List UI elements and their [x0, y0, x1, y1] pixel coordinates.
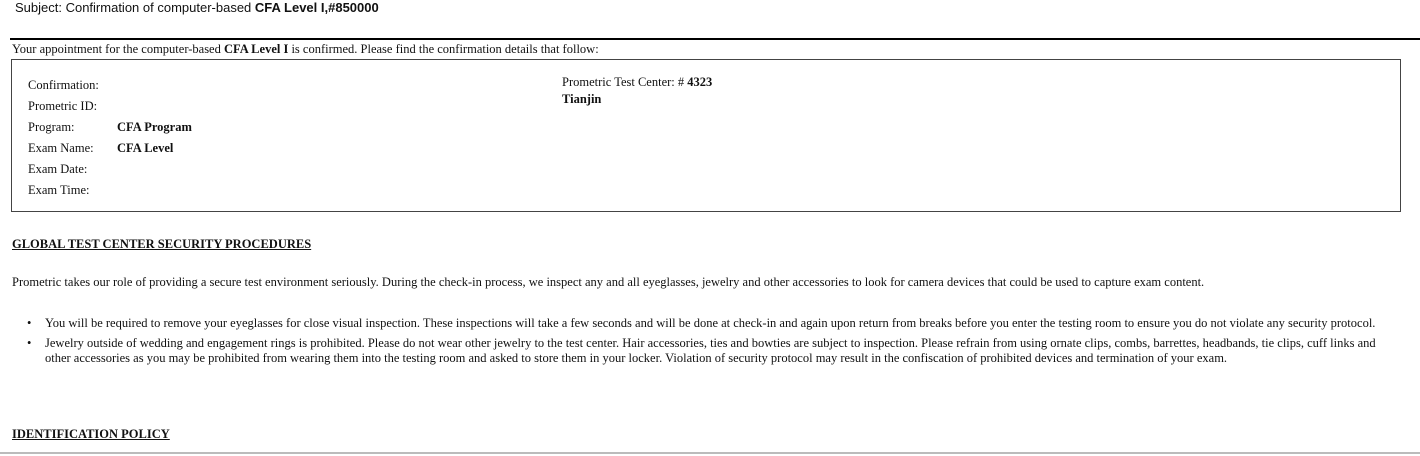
detail-value: CFA Program [117, 120, 192, 134]
list-item [27, 336, 1387, 366]
header-divider [10, 38, 1420, 40]
bullet-text: Jewelry outside of wedding and engagement rings is prohibited. Please do not wear other jewelry to the test center. Hair accessories, ties and bowties are subject to inspection. Please refrain from using ornate clips, combs, barrettes, headbands, tie clips, cuff links and other accessories as you may be prohibited from wearing them into the testing room and asked to store them in your locker. Violation of security protocol may result in the confiscation of prohibited devices and termination of your exam. [45, 336, 1376, 365]
security-bullet-list [27, 316, 1387, 371]
detail-value: CFA Level [117, 141, 174, 155]
footer-divider [0, 452, 1420, 454]
subject-exam-id: CFA Level I,#850000 [254, 0, 379, 15]
detail-label: Exam Date: [28, 162, 88, 176]
detail-label: Exam Time: [28, 183, 90, 197]
test-center-line [562, 74, 712, 91]
security-heading: GLOBAL TEST CENTER SECURITY PROCEDURES [12, 237, 312, 251]
test-center-info [562, 74, 712, 108]
detail-row-exam-time [28, 183, 117, 197]
email-subject [15, 0, 379, 16]
intro-before: Your appointment for the computer-based [12, 42, 224, 56]
detail-label: Prometric ID: [28, 99, 98, 113]
detail-label: Confirmation: [28, 78, 99, 92]
detail-row-exam-date [28, 162, 117, 176]
subject-prefix: Subject: Confirmation of computer-based [15, 0, 255, 15]
list-item [27, 316, 1387, 331]
test-center-city-line [562, 91, 712, 108]
test-center-city: Tianjin [562, 92, 602, 106]
detail-row-confirmation [28, 78, 117, 92]
identification-heading: IDENTIFICATION POLICY [12, 427, 170, 441]
test-center-number: 4323 [687, 75, 713, 89]
bullet-dot: • [27, 316, 32, 330]
appointment-intro [12, 42, 599, 57]
detail-row-exam-name [28, 141, 173, 155]
bullet-dot: • [27, 336, 32, 350]
detail-row-prometric-id [28, 99, 117, 113]
bullet-text: You will be required to remove your eyeglasses for close visual inspection. These inspections will take a few seconds and will be done at check-in and again upon return from breaks before you enter the testing room to ensure you do not violate any security protocol. [45, 316, 1376, 330]
detail-row-program [28, 120, 192, 134]
intro-after: is confirmed. Please find the confirmation details that follow: [288, 42, 599, 56]
detail-label: Exam Name: [28, 141, 94, 155]
security-paragraph: Prometric takes our role of providing a secure test environment seriously. During the check-in process, we inspect any and all eyeglasses, jewelry and other accessories to look for camera devices that could be used to capture exam content. [12, 275, 1205, 289]
confirmation-details-box [11, 59, 1401, 212]
detail-label: Program: [28, 120, 75, 134]
test-center-label: Prometric Test Center: # [562, 75, 688, 89]
intro-exam: CFA Level I [223, 42, 289, 56]
